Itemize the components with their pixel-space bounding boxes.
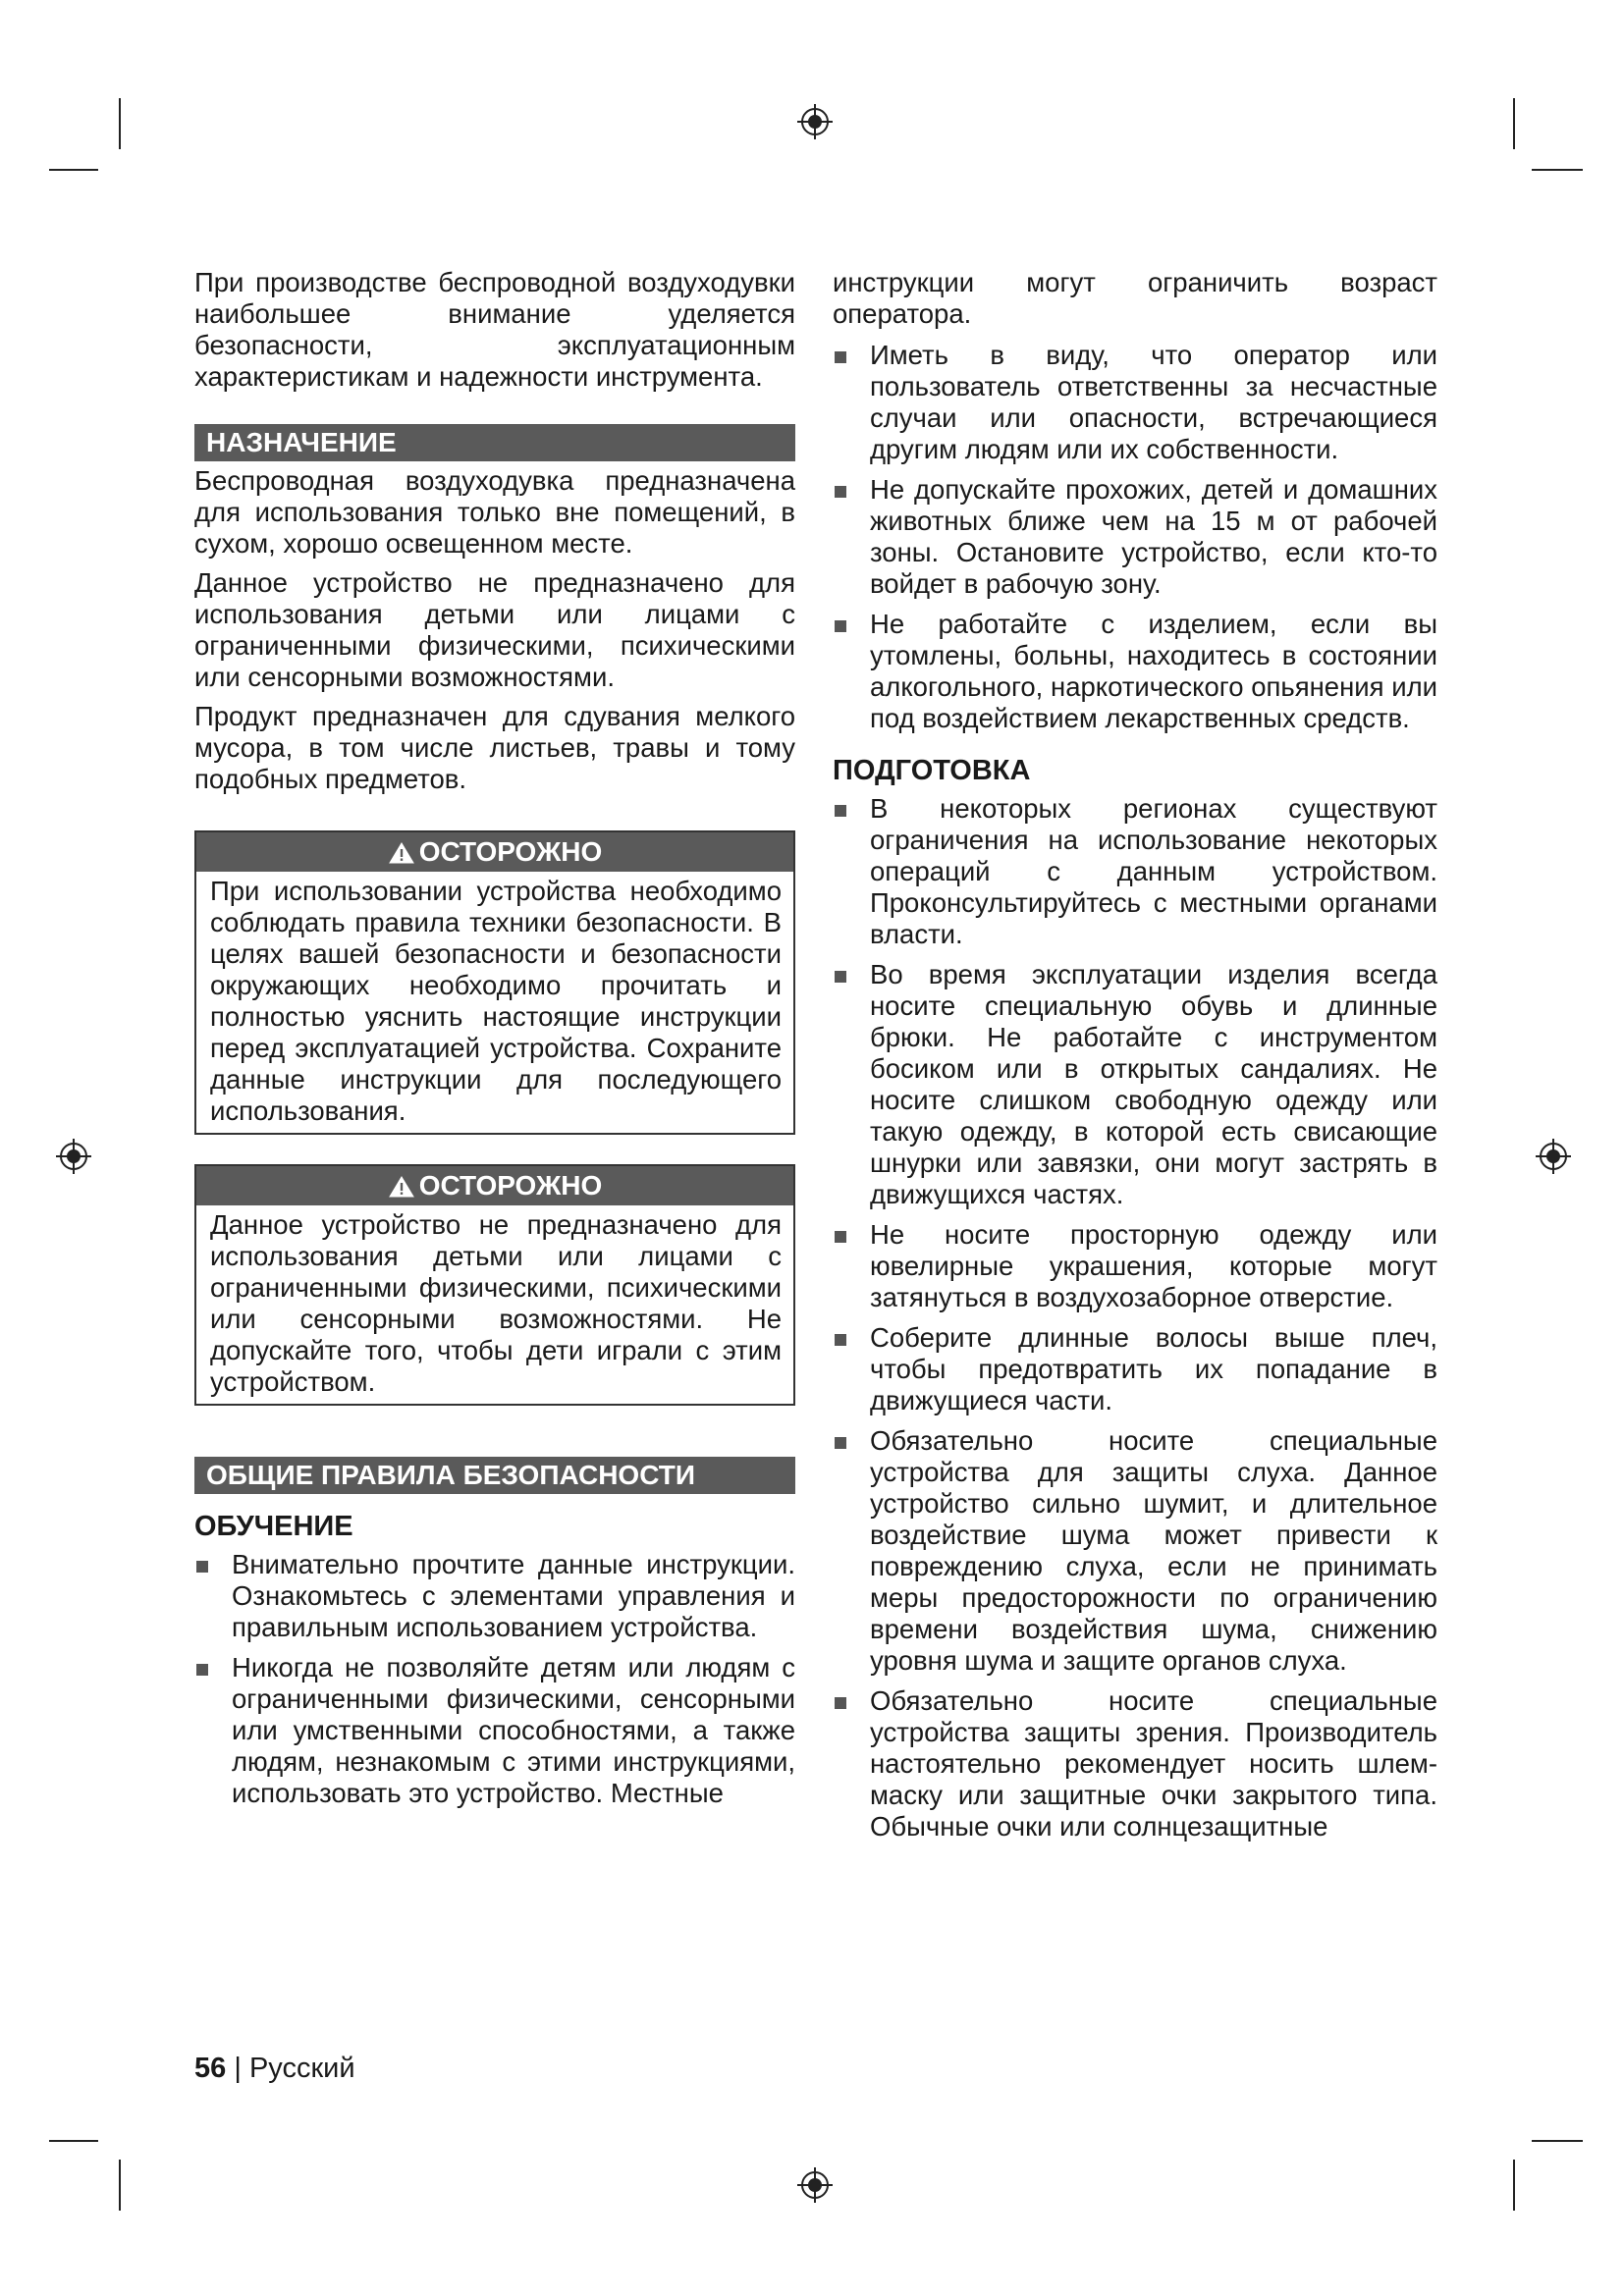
warning-text: Данное устройство не предназначено для использования детьми или лицами с ограниченными физическими, психическими или сенсорными возможностями. Не допускайте того, чтобы дети играли с этим устройством.: [210, 1209, 782, 1397]
bullet-square-icon: [835, 1334, 846, 1346]
warning-text: При использовании устройства необходимо соблюдать правила техники безопасности. В целях вашей безопасности и безопасности окружающих необходимо прочитать и полностью уяснить настоящие инструкции перед эксплуатацией устройства. Сохраните данные инструкции для последующего использования.: [210, 876, 782, 1126]
bullet-square-icon: [196, 1561, 208, 1573]
preparation-list: [833, 793, 1437, 1842]
warning-box: [194, 1164, 795, 1406]
purpose-paragraph: Продукт предназначен для сдувания мелкого мусора, в том числе листьев, травы и тому подобных предметов.: [194, 701, 795, 794]
training-list-continued: [833, 340, 1437, 734]
intro-paragraph: При производстве беспроводной воздуходувки наибольшее внимание уделяется безопасности, эксплуатационным характеристикам и надежности инструмента.: [194, 267, 795, 392]
bullet-square-icon: [835, 1231, 846, 1243]
warning-title: [196, 1166, 793, 1205]
list-item: Никогда не позволяйте детям или людям с ограниченными физическими, сенсорными или умственными способностями, а также людям, незнакомым с этими инструкциями, использовать это устройство. Местные: [194, 1652, 795, 1809]
page-number: 56: [194, 2053, 227, 2084]
crop-mark-top-right-h: [1532, 169, 1583, 171]
left-column: [194, 267, 795, 1818]
bullet-square-icon: [835, 971, 846, 983]
crop-mark-bottom-right-h: [1532, 2140, 1583, 2142]
crop-mark-bottom-left-h: [49, 2140, 98, 2142]
page-footer: [194, 2052, 355, 2085]
registration-mark-icon: [54, 1137, 93, 1176]
warning-title-text: ОСТОРОЖНО: [418, 836, 603, 867]
purpose-paragraph: Данное устройство не предназначено для использования детьми или лицами с ограниченными физическими, психическими или сенсорными возможностями.: [194, 567, 795, 692]
bullet-square-icon: [835, 486, 846, 498]
list-item: Соберите длинные волосы выше плеч, чтобы предотвратить их попадание в движущиеся части.: [833, 1322, 1437, 1416]
list-item: Обязательно носите специальные устройства защиты зрения. Производитель настоятельно рекомендует носить шлем-маску или защитные очки закрытого типа. Обычные очки или солнцезащитные: [833, 1685, 1437, 1842]
preparation-heading: ПОДГОТОВКА: [833, 755, 1031, 786]
registration-mark-icon: [795, 102, 835, 141]
bullet-square-icon: [835, 1697, 846, 1709]
list-item: Во время эксплуатации изделия всегда носите специальную обувь и длинные брюки. Не работайте с инструментом босиком или в открытых сандалиях. Не носите слишком свободную одежду или такую одежду, в которой есть свисающие шнурки или завязки, они могут застрять в движущихся частях.: [833, 959, 1437, 1210]
footer-separator: |: [234, 2053, 242, 2084]
bullet-square-icon: [835, 805, 846, 817]
right-column: [833, 267, 1437, 1851]
list-item: Не работайте с изделием, если вы утомлены, больны, находитесь в состоянии алкогольного, наркотического опьянения или под воздействием лекарственных средств.: [833, 609, 1437, 734]
crop-mark-top-right-v: [1513, 98, 1515, 149]
training-continued-text: инструкции могут ограничить возраст оператора.: [833, 267, 1437, 329]
warning-title: [196, 832, 793, 872]
warning-triangle-icon: [388, 1175, 415, 1199]
crop-mark-top-left-h: [49, 169, 98, 171]
crop-mark-top-left-v: [119, 98, 121, 149]
list-item: Обязательно носите специальные устройства для защиты слуха. Данное устройство сильно шумит, и длительное воздействие шума может привести к повреждению слуха, если не принимать меры предосторожности по ограничению времени воздействия шума, снижению уровня шума и защите органов слуха.: [833, 1425, 1437, 1677]
bullet-square-icon: [196, 1664, 208, 1676]
list-item: В некоторых регионах существуют ограничения на использование некоторых операций с данным устройством. Проконсультируйтесь с местными органами власти.: [833, 793, 1437, 950]
warning-title-text: ОСТОРОЖНО: [418, 1170, 603, 1201]
registration-mark-icon: [795, 2165, 835, 2205]
crop-mark-bottom-left-v: [119, 2160, 121, 2211]
bullet-square-icon: [835, 351, 846, 363]
bullet-square-icon: [835, 620, 846, 632]
crop-mark-bottom-right-v: [1513, 2160, 1515, 2211]
training-list: [194, 1549, 795, 1809]
training-heading: ОБУЧЕНИЕ: [194, 1511, 353, 1542]
bullet-square-icon: [835, 1437, 846, 1449]
warning-triangle-icon: [388, 841, 415, 865]
list-item: Не носите просторную одежду или ювелирные украшения, которые могут затянуться в воздухозаборное отверстие.: [833, 1219, 1437, 1313]
list-item: Внимательно прочтите данные инструкции. Ознакомьтесь с элементами управления и правильным использованием устройства.: [194, 1549, 795, 1643]
safety-heading: ОБЩИЕ ПРАВИЛА БЕЗОПАСНОСТИ: [194, 1457, 795, 1494]
purpose-paragraph: Беспроводная воздуходувка предназначена для использования только вне помещений, в сухом, хорошо освещенном месте.: [194, 465, 795, 559]
list-item: Не допускайте прохожих, детей и домашних животных ближе чем на 15 м от рабочей зоны. Остановите устройство, если кто-то войдет в рабочую зону.: [833, 474, 1437, 600]
warning-box: [194, 830, 795, 1135]
footer-language: Русский: [248, 2053, 355, 2084]
list-item: Иметь в виду, что оператор или пользователь ответственны за несчастные случаи или опасности, встречающиеся другим людям или их собственности.: [833, 340, 1437, 465]
registration-mark-icon: [1534, 1137, 1573, 1176]
purpose-heading: НАЗНАЧЕНИЕ: [194, 424, 795, 461]
